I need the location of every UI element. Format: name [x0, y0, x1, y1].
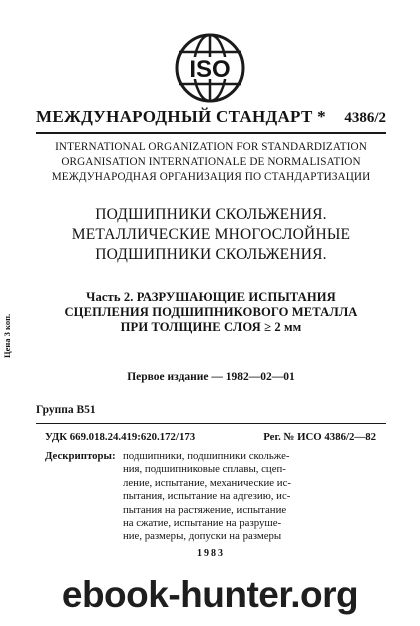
descriptors-line: ние, размеры, допуски на размеры — [123, 530, 282, 543]
registration-number: Рег. № ИСО 4386/2—82 — [263, 431, 376, 443]
document-title — [36, 205, 386, 265]
group-divider — [36, 423, 386, 424]
descriptors-line: на сжатие, испытание на разруше- — [123, 517, 282, 530]
org-name-fr: ORGANISATION INTERNATIONALE DE NORMALISATION — [61, 156, 361, 168]
part-line: СЦЕПЛЕНИЯ ПОДШИПНИКОВОГО МЕТАЛЛА — [64, 305, 358, 319]
iso-logo — [165, 32, 255, 104]
price-label: Цена 3 коп. — [2, 313, 12, 358]
title-line: ПОДШИПНИКИ СКОЛЬЖЕНИЯ. — [95, 206, 327, 223]
descriptors-line: ния, подшипниковые сплавы, сцеп- — [123, 463, 286, 476]
descriptors-text — [123, 450, 386, 544]
title-line: ПОДШИПНИКИ СКОЛЬЖЕНИЯ. — [95, 246, 327, 263]
iso-logo-text: ISO — [189, 56, 231, 83]
watermark-text: ebook-hunter.org — [61, 574, 359, 615]
edition-line: Первое издание — 1982—02—01 — [127, 371, 295, 383]
document-part-title — [36, 290, 386, 335]
part-line: Часть 2. РАЗРУШАЮЩИЕ ИСПЫТАНИЯ — [86, 290, 336, 304]
descriptors-line: подшипники, подшипники скольже- — [123, 450, 290, 462]
part-line: ПРИ ТОЛЩИНЕ СЛОЯ ≥ 2 мм — [120, 320, 302, 334]
descriptors-line: ление, испытание, механические ис- — [123, 476, 291, 489]
standard-title: МЕЖДУНАРОДНЫЙ СТАНДАРТ — [36, 107, 313, 126]
org-name-ru: МЕЖДУНАРОДНАЯ ОРГАНИЗАЦИЯ ПО СТАНДАРТИЗАЦИИ — [51, 171, 371, 183]
publication-year: 1983 — [197, 548, 225, 559]
descriptors-line: пытания на растяжение, испытание — [123, 503, 287, 516]
descriptors-line: пытания, испытание на адгезию, ис- — [123, 490, 291, 503]
title-line: МЕТАЛЛИЧЕСКИЕ МНОГОСЛОЙНЫЕ — [71, 226, 351, 243]
header-divider — [36, 132, 386, 134]
descriptors-label: Дескрипторы: — [45, 450, 116, 462]
organizations-block — [36, 140, 386, 185]
standard-header — [36, 107, 386, 127]
org-name-en: INTERNATIONAL ORGANIZATION FOR STANDARDIZATION — [55, 141, 367, 153]
iso-globe-icon — [165, 32, 255, 104]
classification-row — [45, 431, 376, 443]
standard-marker: * — [317, 107, 326, 126]
udc-code: УДК 669.018.24.419:620.172/173 — [45, 431, 196, 443]
group-label: Группа В51 — [36, 404, 96, 416]
standard-number: 4386/2 — [344, 110, 386, 126]
